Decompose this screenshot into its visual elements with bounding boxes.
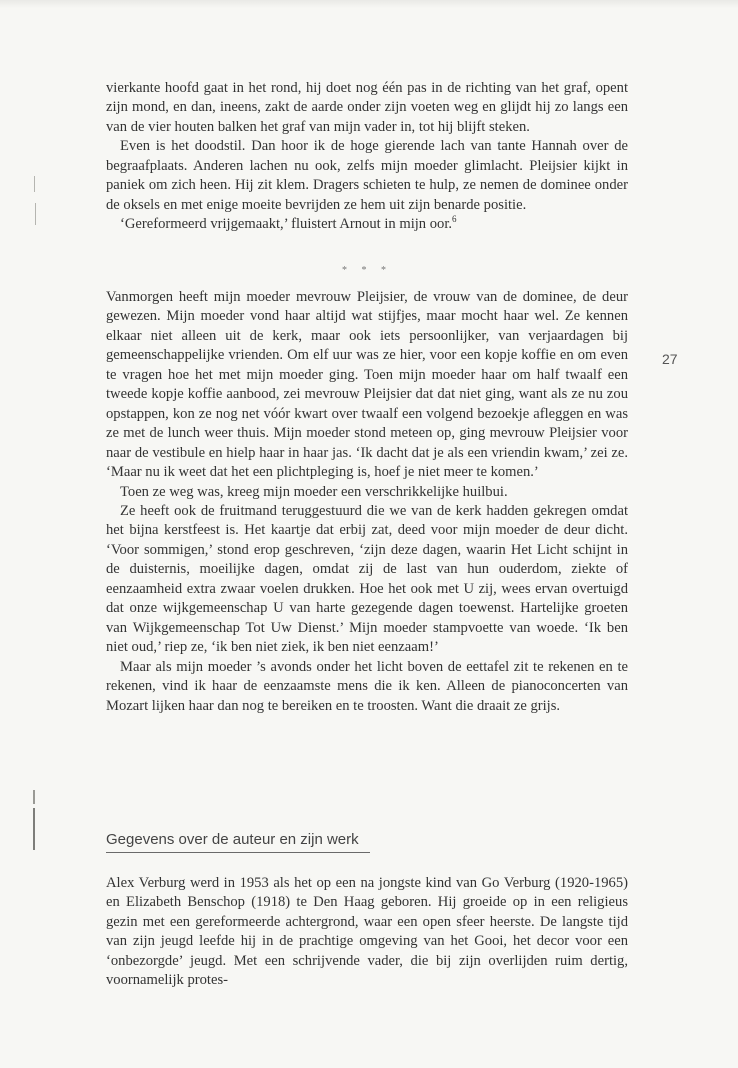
section-heading: Gegevens over de auteur en zijn werk	[106, 831, 359, 848]
paragraph-text: ‘Gereformeerd vrijgemaakt,’ fluistert Arnout in mijn oor.	[120, 216, 453, 233]
narrative-section-bottom	[106, 288, 628, 716]
paragraph	[106, 215, 628, 234]
paragraph: Alex Verburg werd in 1953 als het op een na jongste kind van Go Verburg (1920-1965) en Elizabeth Benschop (1918) te Den Haag geboren. Hij groeide op in een religieus gezin met een gereformeerde achtergrond, waar een open sfeer heerste. De langste tijd van zijn jeugd leefde hij in de prachtige omgeving van het Gooi, het decor voor een ‘onbezorgde’ jeugd. Met een schrijvende vader, die bij zijn overlijden ruim dertig, voornamelijk protes-	[106, 875, 628, 989]
narrative-section-top	[106, 79, 628, 235]
margin-scan-mark	[34, 176, 35, 192]
paragraph: Even is het doodstil. Dan hoor ik de hoge gierende lach van tante Hannah over de begraafplaats. Anderen lachen nu ook, zelfs mijn moeder glimlacht. Pleijsier kijkt in paniek om zich heen. Hij zit klem. Dragers schieten te hulp, ze nemen de dominee onder de oksels en met enige moeite bevrijden ze hem uit zijn benarde positie.	[106, 138, 628, 213]
margin-scan-mark	[35, 203, 36, 225]
paragraph: Maar als mijn moeder ’s avonds onder het licht boven de eettafel zit te rekenen en te rekenen, vind ik haar de eenzaamste mens die ik ken. Alleen de pianoconcerten van Mozart lijken haar dan nog te bereiken en te troosten. Want die draait ze grijs.	[106, 658, 628, 714]
paragraph: Ze heeft ook de fruitmand teruggestuurd die we van de kerk hadden gekregen omdat het bijna kerstfeest is. Het kaartje dat erbij zat, deed voor mijn moeder de deur dicht. ‘Voor sommigen,’ stond erop geschreven, ‘zijn deze dagen, waarin Het Licht schijnt in de duisternis, moeilijke dagen, omdat zij de last van hun ouderdom, ziekte of eenzaamheid extra zwaar voelen drukken. Hoe het ook met U zij, wees ervan overtuigd dat onze wijkgemeenschap U van harte gezegende dagen toewenst. Hartelijke groeten van Wijkgemeenschap Tot Uw Dienst.’ Mijn moeder stampvoette van woede. ‘Ik ben niet oud,’ riep ze, ‘ik ben niet ziek, ik ben niet eenzaam!’	[106, 502, 628, 656]
footnote-reference[interactable]: 6	[452, 214, 457, 225]
paragraph: vierkante hoofd gaat in het rond, hij doet nog één pas in de richting van het graf, opent zijn mond, en dan, ineens, zakt de aarde onder zijn voeten weg en glijdt hij zo langs een van de vier houten balken het graf van mijn vader in, tot hij blijft steken.	[106, 80, 628, 135]
section-heading-underline	[106, 852, 370, 853]
section-separator: * * *	[342, 265, 392, 276]
paragraph: Toen ze weg was, kreeg mijn moeder een verschrikkelijke huilbui.	[120, 483, 508, 500]
page-number: 27	[662, 351, 678, 367]
margin-scan-mark	[33, 808, 35, 850]
margin-scan-mark	[33, 790, 35, 804]
page-top-edge	[0, 0, 738, 8]
paragraph: Vanmorgen heeft mijn moeder mevrouw Pleijsier, de vrouw van de dominee, de deur gewezen. Mijn moeder vond haar altijd wat stijfjes, maar mocht haar wel. Ze kennen elkaar niet alleen uit de kerk, maar ook iets persoonlijker, van verjaardagen bij gemeenschappelijke vrienden. Om elf uur was ze hier, voor een kopje koffie en om even te vragen hoe het met mijn moeder ging. Toen mijn moeder haar om half twaalf een tweede kopje koffie aanbood, zei mevrouw Pleijsier dat dat niet ging, want als ze nu zou opstappen, kon ze nog net vóór kwart over twaalf een volgend bezoekje afleggen en was ze met de lunch weer thuis. Mijn moeder stond meteen op, ging mevrouw Pleijsier voor naar de vestibule en hielp haar in haar jas. ‘Ik dacht dat je als een vriendin kwam,’ zei ze. ‘Maar nu ik weet dat het een plichtpleging is, hoef je niet meer te komen.’	[106, 289, 628, 481]
author-info-section	[106, 874, 628, 991]
